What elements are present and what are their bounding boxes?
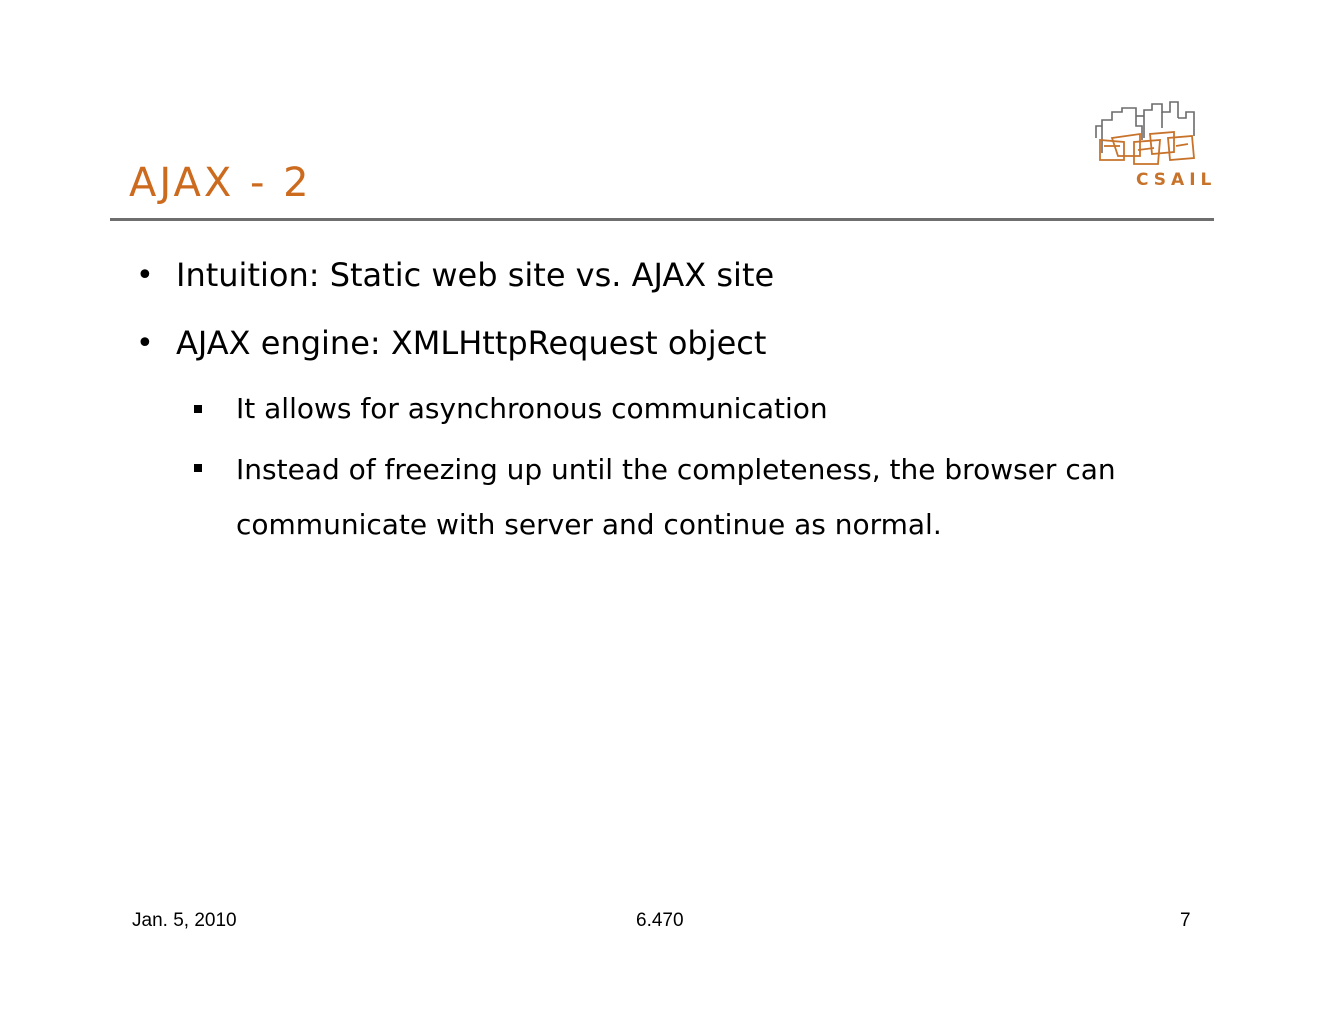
sub-bullet-item: Instead of freezing up until the completeness, the browser can communicate with server and continue as normal. xyxy=(236,453,1116,541)
footer-page-number: 7 xyxy=(1180,910,1191,931)
bullet-item: AJAX engine: XMLHttpRequest object xyxy=(176,324,767,362)
csail-logo xyxy=(1090,98,1220,196)
bullet-marker: • xyxy=(136,326,154,361)
slide-title: AJAX - 2 xyxy=(129,160,312,206)
sub-bullet-item: It allows for asynchronous communication xyxy=(236,392,828,425)
title-divider xyxy=(110,218,1214,221)
bullet-item: Intuition: Static web site vs. AJAX site xyxy=(176,256,775,294)
footer-course: 6.470 xyxy=(636,910,684,931)
sub-bullet-marker xyxy=(194,464,202,472)
bullet-marker: • xyxy=(136,258,154,293)
footer-date: Jan. 5, 2010 xyxy=(132,910,237,931)
csail-logo-text: CSAIL xyxy=(1136,170,1217,190)
sub-bullet-marker xyxy=(194,405,202,413)
